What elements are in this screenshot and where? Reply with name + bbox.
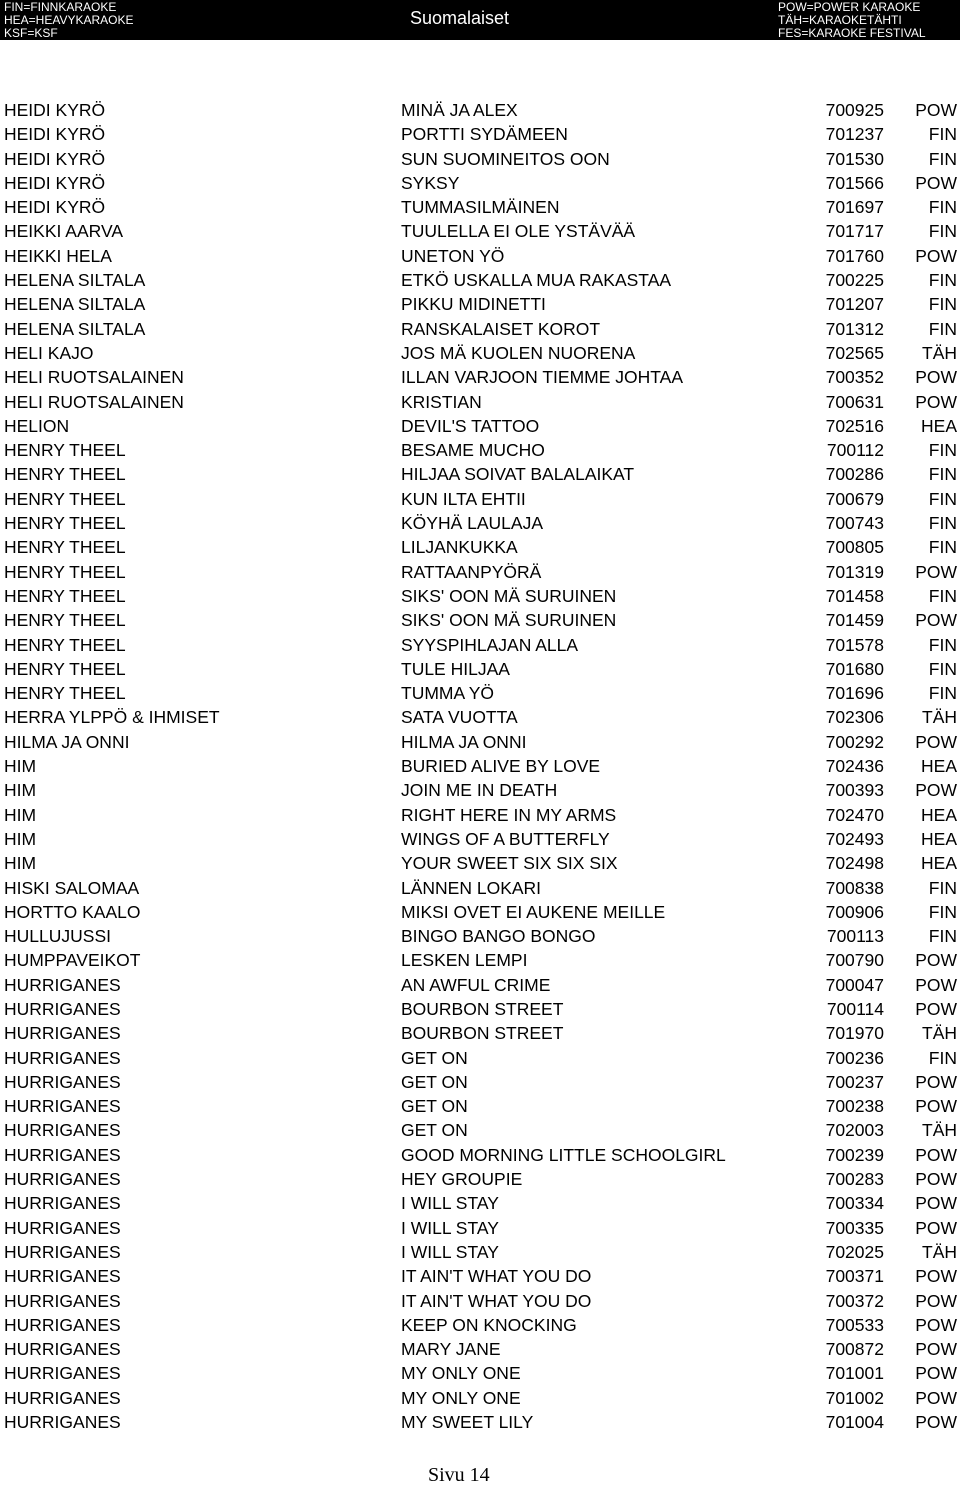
song-code-cell: 701319 bbox=[825, 561, 884, 582]
artist-cell: HIM bbox=[4, 804, 37, 825]
song-title-cell: BINGO BANGO BONGO bbox=[401, 926, 596, 947]
song-title-cell: AN AWFUL CRIME bbox=[401, 974, 551, 995]
song-code-cell: 700906 bbox=[825, 901, 884, 922]
artist-cell: HURRIGANES bbox=[4, 1241, 121, 1262]
song-code-cell: 700925 bbox=[825, 100, 884, 120]
song-code-cell: 701578 bbox=[825, 634, 884, 655]
song-code-cell: 701237 bbox=[825, 124, 884, 145]
karaoke-brand-cell: TÄH bbox=[922, 1120, 957, 1141]
table-row bbox=[0, 268, 960, 292]
artist-cell: HIM bbox=[4, 756, 37, 777]
song-code-cell: 701207 bbox=[825, 294, 884, 315]
table-row bbox=[0, 171, 960, 195]
table-row bbox=[0, 462, 960, 486]
song-code-cell: 700334 bbox=[825, 1193, 884, 1214]
table-row bbox=[0, 1167, 960, 1191]
karaoke-brand-cell: TÄH bbox=[922, 707, 957, 728]
song-title-cell: IT AIN'T WHAT YOU DO bbox=[401, 1290, 592, 1311]
song-code-cell: 700237 bbox=[825, 1071, 884, 1092]
song-title-cell: GET ON bbox=[401, 1120, 468, 1141]
song-code-cell: 702565 bbox=[825, 342, 884, 363]
table-row bbox=[0, 195, 960, 219]
table-row bbox=[0, 292, 960, 316]
table-row bbox=[0, 1410, 960, 1434]
song-title-cell: JOS MÄ KUOLEN NUORENA bbox=[401, 342, 636, 363]
artist-cell: HENRY THEEL bbox=[4, 464, 126, 485]
karaoke-brand-cell: POW bbox=[915, 1290, 957, 1311]
artist-cell: HELENA SILTALA bbox=[4, 294, 146, 315]
karaoke-brand-cell: POW bbox=[915, 1314, 957, 1335]
page-title: Suomalaiset bbox=[410, 8, 510, 28]
legend-left bbox=[4, 1, 134, 40]
table-row bbox=[0, 730, 960, 754]
song-title-cell: GET ON bbox=[401, 1096, 468, 1117]
song-code-cell: 700372 bbox=[825, 1290, 884, 1311]
table-row bbox=[0, 487, 960, 511]
karaoke-brand-cell: POW bbox=[915, 1071, 957, 1092]
table-row bbox=[0, 390, 960, 414]
karaoke-brand-cell: FIN bbox=[928, 683, 957, 704]
legend-item: TÄH=KARAOKETÄHTI bbox=[778, 13, 902, 27]
table-row bbox=[0, 1240, 960, 1264]
song-title-cell: IT AIN'T WHAT YOU DO bbox=[401, 1266, 592, 1287]
song-code-cell: 700225 bbox=[825, 270, 884, 291]
artist-cell: HEIDI KYRÖ bbox=[4, 172, 106, 193]
artist-cell: HELION bbox=[4, 415, 70, 436]
song-code-cell: 701530 bbox=[825, 148, 884, 169]
song-code-cell: 700790 bbox=[825, 950, 884, 971]
artist-cell: HEIDI KYRÖ bbox=[4, 148, 106, 169]
artist-cell: HIM bbox=[4, 828, 37, 849]
karaoke-brand-cell: POW bbox=[915, 1339, 957, 1360]
karaoke-brand-cell: HEA bbox=[921, 756, 957, 777]
song-code-cell: 700872 bbox=[825, 1339, 884, 1360]
song-code-cell: 701717 bbox=[825, 221, 884, 242]
song-title-cell: KUN ILTA EHTII bbox=[401, 488, 526, 509]
artist-cell: HURRIGANES bbox=[4, 1120, 121, 1141]
karaoke-brand-cell: FIN bbox=[928, 440, 957, 461]
song-title-cell: I WILL STAY bbox=[401, 1241, 499, 1262]
artist-cell: HURRIGANES bbox=[4, 1023, 121, 1044]
artist-cell: HURRIGANES bbox=[4, 1290, 121, 1311]
table-row bbox=[0, 1118, 960, 1142]
song-title-cell: WINGS OF A BUTTERFLY bbox=[401, 828, 610, 849]
song-code-cell: 700805 bbox=[825, 537, 884, 558]
table-row bbox=[0, 1094, 960, 1118]
song-code-cell: 700292 bbox=[825, 731, 884, 752]
karaoke-brand-cell: POW bbox=[915, 1412, 957, 1433]
song-title-cell: UNETON YÖ bbox=[401, 245, 505, 266]
song-code-cell: 700114 bbox=[826, 998, 884, 1019]
artist-cell: HELI RUOTSALAINEN bbox=[4, 367, 184, 388]
artist-cell: HUMPPAVEIKOT bbox=[4, 950, 141, 971]
artist-cell: HIM bbox=[4, 780, 37, 801]
table-row bbox=[0, 681, 960, 705]
table-row bbox=[0, 219, 960, 243]
artist-cell: HURRIGANES bbox=[4, 1217, 121, 1238]
artist-cell: HENRY THEEL bbox=[4, 561, 126, 582]
table-row bbox=[0, 803, 960, 827]
artist-cell: HEIDI KYRÖ bbox=[4, 100, 106, 120]
song-code-cell: 702306 bbox=[825, 707, 884, 728]
artist-cell: HORTTO KAALO bbox=[4, 901, 141, 922]
artist-cell: HURRIGANES bbox=[4, 1266, 121, 1287]
table-row bbox=[0, 973, 960, 997]
table-row bbox=[0, 584, 960, 608]
song-code-cell: 702493 bbox=[825, 828, 884, 849]
song-code-cell: 701458 bbox=[825, 585, 884, 606]
artist-cell: HENRY THEEL bbox=[4, 537, 126, 558]
page-number: Sivu 14 bbox=[428, 1464, 490, 1486]
artist-cell: HEIDI KYRÖ bbox=[4, 197, 106, 218]
karaoke-brand-cell: POW bbox=[915, 998, 957, 1019]
table-row bbox=[0, 827, 960, 851]
table-row bbox=[0, 1313, 960, 1337]
artist-cell: HURRIGANES bbox=[4, 1071, 121, 1092]
table-row bbox=[0, 705, 960, 729]
song-title-cell: RIGHT HERE IN MY ARMS bbox=[401, 804, 617, 825]
artist-cell: HURRIGANES bbox=[4, 1339, 121, 1360]
legend-item: HEA=HEAVYKARAOKE bbox=[4, 13, 134, 27]
song-code-cell: 701680 bbox=[825, 658, 884, 679]
karaoke-brand-cell: TÄH bbox=[922, 342, 957, 363]
karaoke-brand-cell: POW bbox=[915, 974, 957, 995]
karaoke-brand-cell: POW bbox=[915, 367, 957, 388]
artist-cell: HIM bbox=[4, 853, 37, 874]
karaoke-brand-cell: POW bbox=[915, 1144, 957, 1165]
song-code-cell: 700113 bbox=[826, 926, 884, 947]
song-title-cell: JOIN ME IN DEATH bbox=[401, 780, 558, 801]
song-code-cell: 700047 bbox=[825, 974, 884, 995]
karaoke-brand-cell: POW bbox=[915, 245, 957, 266]
table-row bbox=[0, 924, 960, 948]
song-title-cell: MINÄ JA ALEX bbox=[401, 100, 518, 120]
song-title-cell: KEEP ON KNOCKING bbox=[401, 1314, 577, 1335]
song-code-cell: 701696 bbox=[825, 683, 884, 704]
table-row bbox=[0, 876, 960, 900]
song-title-cell: HILMA JA ONNI bbox=[401, 731, 527, 752]
song-title-cell: ILLAN VARJOON TIEMME JOHTAA bbox=[401, 367, 683, 388]
song-title-cell: GET ON bbox=[401, 1047, 468, 1068]
table-row bbox=[0, 657, 960, 681]
song-code-cell: 700112 bbox=[826, 440, 884, 461]
karaoke-brand-cell: FIN bbox=[928, 197, 957, 218]
artist-cell: HURRIGANES bbox=[4, 1412, 121, 1433]
table-row bbox=[0, 608, 960, 632]
song-title-cell: HILJAA SOIVAT BALALAIKAT bbox=[401, 464, 635, 485]
song-code-cell: 701004 bbox=[825, 1412, 884, 1433]
karaoke-brand-cell: FIN bbox=[928, 270, 957, 291]
karaoke-brand-cell: POW bbox=[915, 1193, 957, 1214]
song-title-cell: BOURBON STREET bbox=[401, 998, 564, 1019]
song-title-cell: YOUR SWEET SIX SIX SIX bbox=[401, 853, 618, 874]
artist-cell: HURRIGANES bbox=[4, 974, 121, 995]
song-title-cell: GOOD MORNING LITTLE SCHOOLGIRL bbox=[401, 1144, 726, 1165]
table-row bbox=[0, 147, 960, 171]
table-row bbox=[0, 511, 960, 535]
table-row bbox=[0, 851, 960, 875]
table-row bbox=[0, 317, 960, 341]
song-code-cell: 702025 bbox=[825, 1241, 884, 1262]
song-code-cell: 700238 bbox=[825, 1096, 884, 1117]
song-code-cell: 702498 bbox=[825, 853, 884, 874]
song-title-cell: SIKS' OON MÄ SURUINEN bbox=[401, 610, 617, 631]
legend-item: FES=KARAOKE FESTIVAL bbox=[778, 26, 926, 40]
song-title-cell: MY SWEET LILY bbox=[401, 1412, 534, 1433]
karaoke-brand-cell: TÄH bbox=[922, 1241, 957, 1262]
karaoke-brand-cell: FIN bbox=[928, 901, 957, 922]
karaoke-brand-cell: FIN bbox=[928, 658, 957, 679]
song-code-cell: 700352 bbox=[825, 367, 884, 388]
table-row bbox=[0, 1264, 960, 1288]
song-title-cell: GET ON bbox=[401, 1071, 468, 1092]
legend-item: POW=POWER KARAOKE bbox=[778, 0, 921, 14]
song-title-cell: BURIED ALIVE BY LOVE bbox=[401, 756, 601, 777]
song-title-cell: DEVIL'S TATTOO bbox=[401, 415, 540, 436]
song-title-cell: I WILL STAY bbox=[401, 1217, 499, 1238]
song-title-cell: LILJANKUKKA bbox=[401, 537, 518, 558]
table-row bbox=[0, 414, 960, 438]
karaoke-brand-cell: HEA bbox=[921, 415, 957, 436]
page-header bbox=[0, 0, 960, 40]
karaoke-brand-cell: FIN bbox=[928, 294, 957, 315]
table-row bbox=[0, 948, 960, 972]
karaoke-brand-cell: FIN bbox=[928, 513, 957, 534]
song-code-cell: 700533 bbox=[825, 1314, 884, 1335]
table-row bbox=[0, 778, 960, 802]
karaoke-brand-cell: HEA bbox=[921, 853, 957, 874]
song-code-cell: 700239 bbox=[825, 1144, 884, 1165]
song-title-cell: LESKEN LEMPI bbox=[401, 950, 528, 971]
karaoke-brand-cell: POW bbox=[915, 1363, 957, 1384]
legend-right bbox=[778, 1, 926, 40]
table-row bbox=[0, 1361, 960, 1385]
artist-cell: HENRY THEEL bbox=[4, 634, 126, 655]
artist-cell: HENRY THEEL bbox=[4, 513, 126, 534]
song-code-cell: 701001 bbox=[825, 1363, 884, 1384]
artist-cell: HURRIGANES bbox=[4, 1047, 121, 1068]
karaoke-brand-cell: HEA bbox=[921, 828, 957, 849]
table-row bbox=[0, 365, 960, 389]
table-row bbox=[0, 98, 960, 122]
karaoke-brand-cell: POW bbox=[915, 391, 957, 412]
artist-cell: HULLUJUSSI bbox=[4, 926, 111, 947]
karaoke-brand-cell: FIN bbox=[928, 1047, 957, 1068]
artist-cell: HURRIGANES bbox=[4, 1363, 121, 1384]
song-title-cell: SYYSPIHLAJAN ALLA bbox=[401, 634, 579, 655]
karaoke-brand-cell: FIN bbox=[928, 634, 957, 655]
karaoke-brand-cell: POW bbox=[915, 780, 957, 801]
artist-cell: HENRY THEEL bbox=[4, 610, 126, 631]
karaoke-brand-cell: POW bbox=[915, 172, 957, 193]
karaoke-brand-cell: POW bbox=[915, 1169, 957, 1190]
karaoke-brand-cell: TÄH bbox=[922, 1023, 957, 1044]
karaoke-brand-cell: FIN bbox=[928, 148, 957, 169]
song-code-cell: 701312 bbox=[825, 318, 884, 339]
karaoke-brand-cell: POW bbox=[915, 100, 957, 120]
karaoke-brand-cell: POW bbox=[915, 1387, 957, 1408]
table-row bbox=[0, 244, 960, 268]
song-code-cell: 700286 bbox=[825, 464, 884, 485]
table-row bbox=[0, 535, 960, 559]
artist-cell: HURRIGANES bbox=[4, 1096, 121, 1117]
song-title-cell: TULE HILJAA bbox=[401, 658, 510, 679]
artist-cell: HELI RUOTSALAINEN bbox=[4, 391, 184, 412]
song-title-cell: SUN SUOMINEITOS OON bbox=[401, 148, 610, 169]
table-row bbox=[0, 754, 960, 778]
karaoke-brand-cell: POW bbox=[915, 1217, 957, 1238]
song-code-cell: 701760 bbox=[825, 245, 884, 266]
artist-cell: HURRIGANES bbox=[4, 998, 121, 1019]
song-code-cell: 701970 bbox=[825, 1023, 884, 1044]
karaoke-brand-cell: FIN bbox=[928, 926, 957, 947]
artist-cell: HURRIGANES bbox=[4, 1144, 121, 1165]
song-code-cell: 702516 bbox=[825, 415, 884, 436]
artist-cell: HENRY THEEL bbox=[4, 658, 126, 679]
table-row bbox=[0, 1021, 960, 1045]
artist-cell: HURRIGANES bbox=[4, 1193, 121, 1214]
song-title-cell: I WILL STAY bbox=[401, 1193, 499, 1214]
artist-cell: HENRY THEEL bbox=[4, 683, 126, 704]
song-code-cell: 700393 bbox=[825, 780, 884, 801]
artist-cell: HERRA YLPPÖ & IHMISET bbox=[4, 707, 220, 728]
song-title-cell: TUMMASILMÄINEN bbox=[401, 197, 560, 218]
song-code-cell: 700838 bbox=[825, 877, 884, 898]
table-row bbox=[0, 1046, 960, 1070]
song-title-cell: ETKÖ USKALLA MUA RAKASTAA bbox=[401, 270, 672, 291]
song-code-cell: 701566 bbox=[825, 172, 884, 193]
table-row bbox=[0, 1289, 960, 1313]
song-title-cell: HEY GROUPIE bbox=[401, 1169, 523, 1190]
song-title-cell: MARY JANE bbox=[401, 1339, 501, 1360]
song-code-cell: 701697 bbox=[825, 197, 884, 218]
karaoke-brand-cell: POW bbox=[915, 731, 957, 752]
karaoke-brand-cell: FIN bbox=[928, 318, 957, 339]
table-row bbox=[0, 997, 960, 1021]
song-title-cell: KÖYHÄ LAULAJA bbox=[401, 513, 543, 534]
table-row bbox=[0, 438, 960, 462]
song-title-cell: PORTTI SYDÄMEEN bbox=[401, 124, 568, 145]
song-title-cell: MIKSI OVET EI AUKENE MEILLE bbox=[401, 901, 666, 922]
artist-cell: HELENA SILTALA bbox=[4, 318, 146, 339]
song-title-cell: RANSKALAISET KOROT bbox=[401, 318, 601, 339]
artist-cell: HISKI SALOMAA bbox=[4, 877, 140, 898]
karaoke-brand-cell: FIN bbox=[928, 488, 957, 509]
table-row bbox=[0, 1386, 960, 1410]
song-title-cell: SYKSY bbox=[401, 172, 460, 193]
table-row bbox=[0, 900, 960, 924]
artist-cell: HENRY THEEL bbox=[4, 440, 126, 461]
artist-cell: HELI KAJO bbox=[4, 342, 94, 363]
song-code-cell: 700743 bbox=[825, 513, 884, 534]
legend-item: FIN=FINNKARAOKE bbox=[4, 0, 117, 14]
song-code-cell: 702470 bbox=[825, 804, 884, 825]
song-title-cell: MY ONLY ONE bbox=[401, 1387, 521, 1408]
artist-cell: HEIKKI AARVA bbox=[4, 221, 123, 242]
song-title-cell: TUULELLA EI OLE YSTÄVÄÄ bbox=[401, 221, 636, 242]
song-list bbox=[0, 98, 960, 1434]
song-code-cell: 701002 bbox=[825, 1387, 884, 1408]
table-row bbox=[0, 1143, 960, 1167]
table-row bbox=[0, 1070, 960, 1094]
karaoke-brand-cell: POW bbox=[915, 1266, 957, 1287]
song-title-cell: BESAME MUCHO bbox=[401, 440, 545, 461]
song-code-cell: 700679 bbox=[825, 488, 884, 509]
table-row bbox=[0, 341, 960, 365]
song-code-cell: 700283 bbox=[825, 1169, 884, 1190]
artist-cell: HURRIGANES bbox=[4, 1314, 121, 1335]
table-row bbox=[0, 1216, 960, 1240]
karaoke-brand-cell: POW bbox=[915, 610, 957, 631]
karaoke-brand-cell: FIN bbox=[928, 124, 957, 145]
artist-cell: HEIDI KYRÖ bbox=[4, 124, 106, 145]
artist-cell: HURRIGANES bbox=[4, 1387, 121, 1408]
legend-item: KSF=KSF bbox=[4, 26, 58, 40]
karaoke-brand-cell: POW bbox=[915, 950, 957, 971]
song-title-cell: LÄNNEN LOKARI bbox=[401, 877, 542, 898]
artist-cell: HEIKKI HELA bbox=[4, 245, 112, 266]
karaoke-brand-cell: FIN bbox=[928, 464, 957, 485]
song-code-cell: 700335 bbox=[825, 1217, 884, 1238]
karaoke-brand-cell: POW bbox=[915, 561, 957, 582]
karaoke-brand-cell: HEA bbox=[921, 804, 957, 825]
table-row bbox=[0, 633, 960, 657]
artist-cell: HENRY THEEL bbox=[4, 488, 126, 509]
karaoke-brand-cell: FIN bbox=[928, 537, 957, 558]
song-title-cell: BOURBON STREET bbox=[401, 1023, 564, 1044]
song-title-cell: MY ONLY ONE bbox=[401, 1363, 521, 1384]
song-code-cell: 702003 bbox=[825, 1120, 884, 1141]
song-code-cell: 700236 bbox=[825, 1047, 884, 1068]
table-row bbox=[0, 1337, 960, 1361]
table-row bbox=[0, 1191, 960, 1215]
song-code-cell: 702436 bbox=[825, 756, 884, 777]
artist-cell: HILMA JA ONNI bbox=[4, 731, 130, 752]
song-code-cell: 701459 bbox=[825, 610, 884, 631]
artist-cell: HELENA SILTALA bbox=[4, 270, 146, 291]
song-title-cell: SATA VUOTTA bbox=[401, 707, 518, 728]
artist-cell: HENRY THEEL bbox=[4, 585, 126, 606]
artist-cell: HURRIGANES bbox=[4, 1169, 121, 1190]
table-row bbox=[0, 560, 960, 584]
song-title-cell: KRISTIAN bbox=[401, 391, 482, 412]
song-title-cell: SIKS' OON MÄ SURUINEN bbox=[401, 585, 617, 606]
karaoke-brand-cell: POW bbox=[915, 1096, 957, 1117]
karaoke-brand-cell: FIN bbox=[928, 221, 957, 242]
song-title-cell: TUMMA YÖ bbox=[401, 683, 495, 704]
karaoke-brand-cell: FIN bbox=[928, 585, 957, 606]
song-code-cell: 700631 bbox=[825, 391, 884, 412]
song-code-cell: 700371 bbox=[825, 1266, 884, 1287]
karaoke-brand-cell: FIN bbox=[928, 877, 957, 898]
song-title-cell: RATTAANPYÖRÄ bbox=[401, 561, 542, 582]
song-title-cell: PIKKU MIDINETTI bbox=[401, 294, 546, 315]
table-row bbox=[0, 122, 960, 146]
